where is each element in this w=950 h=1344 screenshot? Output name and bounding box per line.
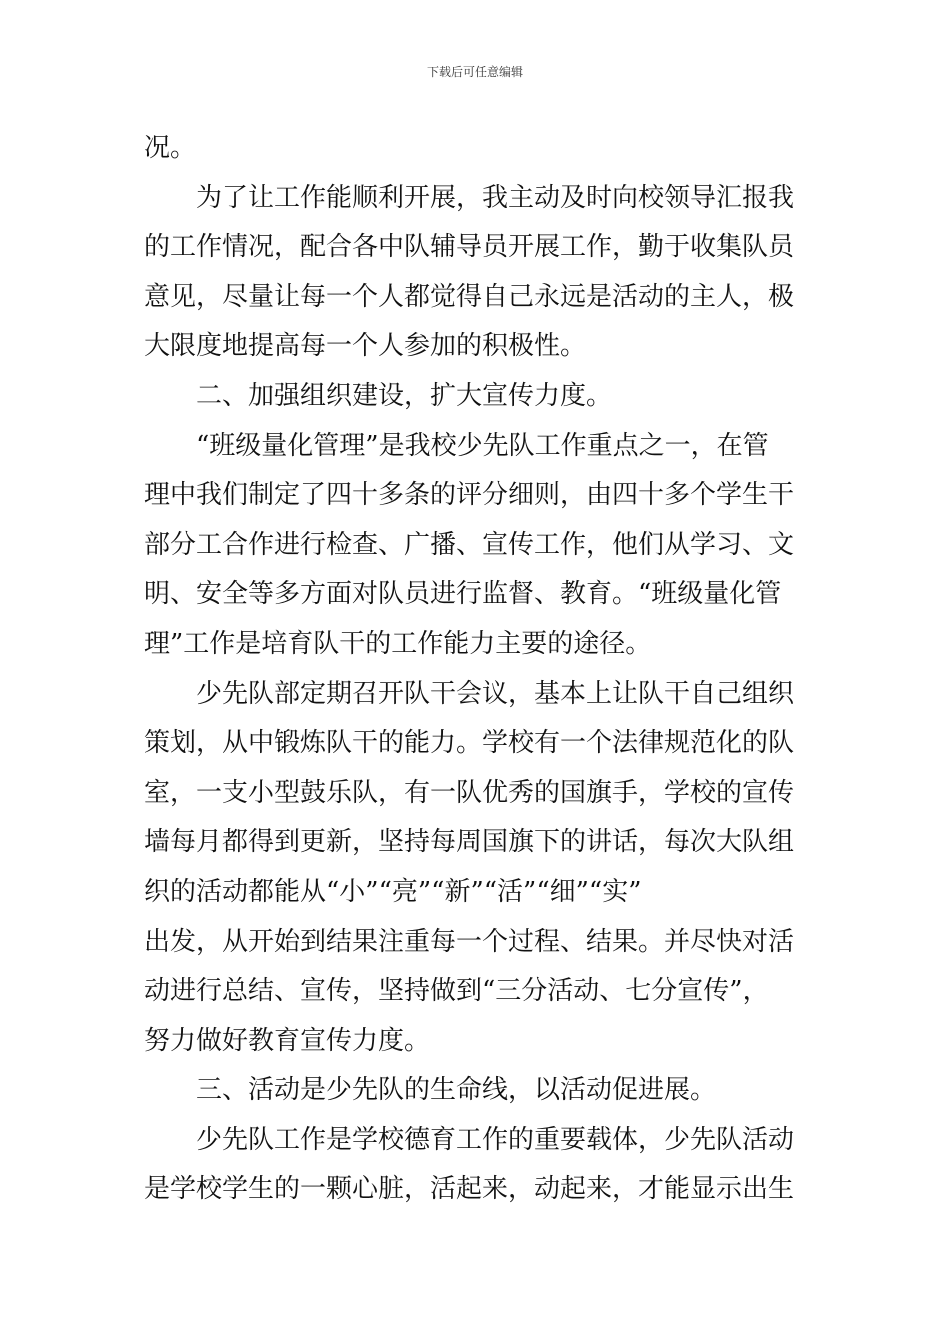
text-line: 理”工作是培育队干的工作能力主要的途径。 bbox=[144, 628, 652, 659]
text-line: 室，一支小型鼓乐队，有一队优秀的国旗手，学校的宣传 bbox=[144, 777, 795, 808]
text-line: 的工作情况，配合各中队辅导员开展工作，勤于收集队员 bbox=[144, 232, 795, 263]
text-line: 织的活动都能从“小”“亮”“新”“活”“细”“实” bbox=[144, 876, 642, 907]
text-line: 大限度地提高每一个人参加的积极性。 bbox=[144, 331, 587, 362]
text-line: 理中我们制定了四十多条的评分细则，由四十多个学生干 bbox=[144, 480, 795, 511]
text-line: 动进行总结、宣传，坚持做到“三分活动、七分宣传”， bbox=[144, 976, 769, 1007]
text-line: “班级量化管理”是我校少先队工作重点之一，在管 bbox=[196, 430, 769, 461]
text-line: 努力做好教育宣传力度。 bbox=[144, 1025, 431, 1056]
section-heading: 二、加强组织建设，扩大宣传力度。 bbox=[196, 380, 613, 411]
section-heading: 三、活动是少先队的生命线，以活动促进展。 bbox=[196, 1075, 717, 1106]
text-line: 是学校学生的一颗心脏，活起来，动起来，才能显示出生 bbox=[144, 1174, 795, 1205]
text-line: 墙每月都得到更新，坚持每周国旗下的讲话，每次大队组 bbox=[144, 827, 795, 858]
page-header: 下载后可任意编辑 bbox=[426, 65, 523, 79]
text-line: 少先队部定期召开队干会议，基本上让队干自己组织 bbox=[196, 678, 795, 709]
text-line: 况。 bbox=[144, 133, 197, 163]
text-line: 明、安全等多方面对队员进行监督、教育。“班级量化管 bbox=[144, 579, 782, 610]
text-line: 为了让工作能顺利开展，我主动及时向校领导汇报我 bbox=[196, 182, 795, 213]
text-line: 策划，从中锻炼队干的能力。学校有一个法律规范化的队 bbox=[144, 728, 795, 759]
text-line: 部分工合作进行检查、广播、宣传工作，他们从学习、文 bbox=[144, 529, 795, 560]
text-line: 出发，从开始到结果注重每一个过程、结果。并尽快对活 bbox=[144, 926, 795, 957]
text-line: 意见，尽量让每一个人都觉得自己永远是活动的主人，极 bbox=[144, 281, 795, 312]
document-body bbox=[144, 124, 806, 1215]
text-line: 少先队工作是学校德育工作的重要载体，少先队活动 bbox=[196, 1124, 795, 1155]
